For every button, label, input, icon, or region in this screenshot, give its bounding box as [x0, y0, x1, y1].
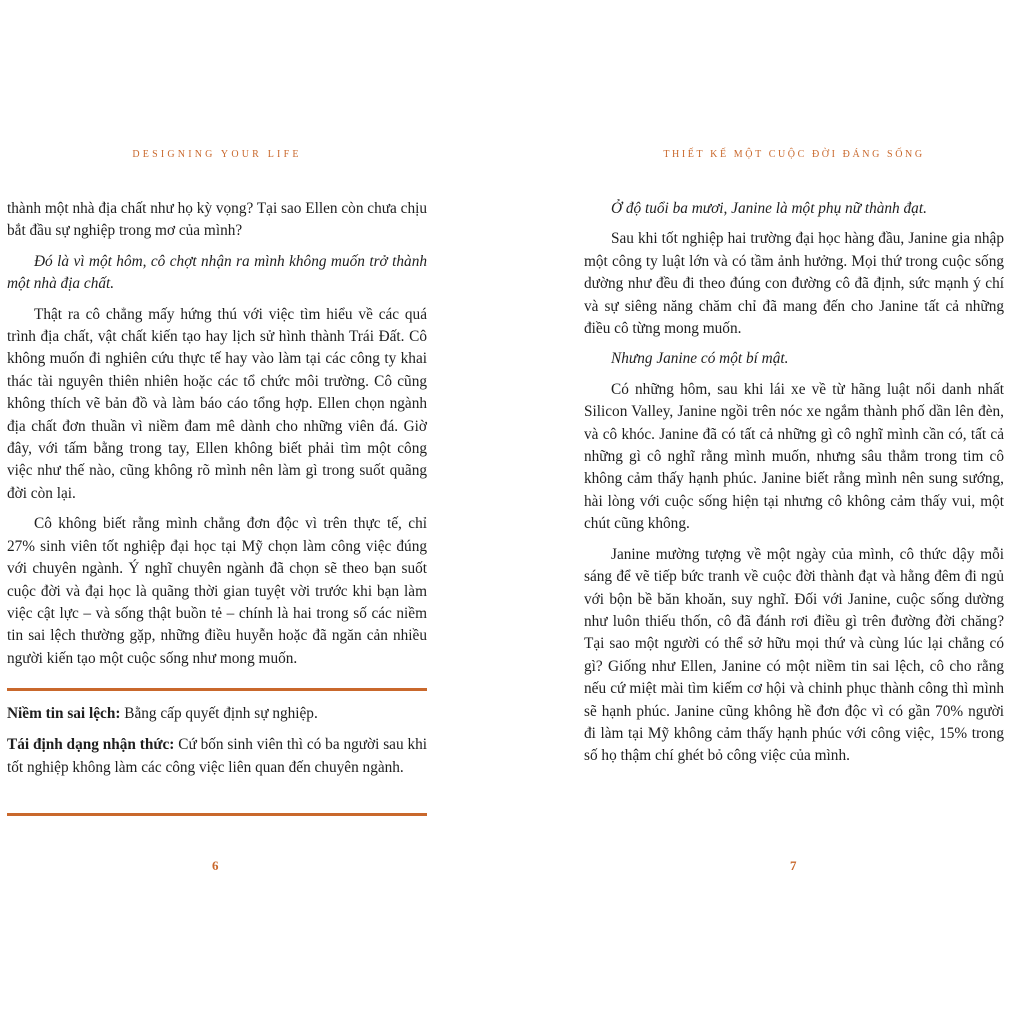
belief-text: Bằng cấp quyết định sự nghiệp. [120, 705, 318, 722]
running-head-left: DESIGNING YOUR LIFE [132, 149, 302, 160]
body-text-right [584, 198, 1004, 776]
paragraph-italic: Ở độ tuổi ba mươi, Janine là một phụ nữ thành đạt. [611, 200, 927, 217]
reframe-line [7, 734, 427, 779]
running-head-right: THIẾT KẾ MỘT CUỘC ĐỜI ĐÁNG SỐNG [663, 149, 925, 160]
page-number-right: 7 [790, 858, 797, 873]
belief-line [7, 703, 427, 725]
paragraph-italic: Nhưng Janine có một bí mật. [611, 350, 789, 368]
body-text-left [7, 198, 427, 678]
page-number-left: 6 [212, 858, 219, 873]
paragraph-italic: Đó là vì một hôm, cô chợt nhận ra mình không muốn trở thành một nhà địa chất. [7, 252, 427, 293]
callout-box [7, 688, 427, 816]
paragraph: thành một nhà địa chất như họ kỳ vọng? Tại sao Ellen còn chưa chịu bắt đầu sự nghiệp trong mơ của mình? [7, 200, 427, 240]
right-page [512, 0, 1024, 1024]
paragraph: Thật ra cô chẳng mấy hứng thú với việc tìm hiểu về các quá trình địa chất, vật chất kiến tạo hay lịch sử hình thành Trái Đất. Cô không muốn đi nghiên cứu thực tế hay vào làm tại các công ty khai thác tài nguyên thiên nhiên hoặc các tổ chức môi trường. Cô cũng không thích vẽ bản đồ và làm báo cáo tổng hợp. Ellen chọn ngành địa chất đơn thuần vì niềm đam mê dành cho những viên đá. Giờ đây, với tấm bằng trong tay, Ellen không biết phải tìm một công việc như thế nào, cũng không rõ mình nên làm gì trong suốt quãng đời còn lại. [7, 305, 427, 502]
paragraph: Cô không biết rằng mình chẳng đơn độc vì trên thực tế, chỉ 27% sinh viên tốt nghiệp đại học tại Mỹ chọn làm công việc đúng với chuyên ngành. Ý nghĩ chuyên ngành đã chọn sẽ theo bạn suốt cuộc đời và đại học là quãng thời gian tuyệt vời trước khi bạn làm việc cật lực – và sống thật buồn tẻ – chính là hai trong số các niềm tin sai lệch thường gặp, những điều huyễn hoặc đã ngăn cản nhiều người kiến tạo một cuộc sống như mong muốn. [7, 515, 427, 667]
reframe-label: Tái định dạng nhận thức: [7, 736, 175, 754]
paragraph: Janine mường tượng về một ngày của mình, cô thức dậy mỗi sáng để vẽ tiếp bức tranh về cuộc đời thành đạt và hằng đêm đi ngủ với bộn bề băn khoăn, suy nghĩ. Đối với Janine, cuộc sống dường như luôn thiếu thốn, cô đã đánh rơi điều gì trên đường đời chăng? Tại sao một người có thể sở hữu mọi thứ và cùng lúc lại chẳng có gì? Giống như Ellen, Janine có một niềm tin sai lệch, cô cho rằng nếu cứ miệt mài tìm kiếm cơ hội và chinh phục thành công thì mình sẽ hạnh phúc. Janine cũng không hề đơn độc vì có gần 70% người đi làm tại Mỹ không cảm thấy hạnh phúc với công việc, 15% trong số họ thậm chí ghét bỏ công việc của mình. [584, 545, 1004, 765]
belief-label: Niềm tin sai lệch: [7, 705, 121, 722]
reframe-text: Cứ bốn sinh viên thì có ba người sau khi tốt nghiệp không làm các công việc liên quan đến chuyên ngành. [7, 736, 428, 776]
paragraph: Có những hôm, sau khi lái xe về từ hãng luật nổi danh nhất Silicon Valley, Janine ngồi trên nóc xe ngắm thành phố dần lên đèn, và cô khóc. Janine đã có tất cả những gì cô nghĩ mình cần có, tất cả những gì cô nghĩ rằng mình muốn, nhưng sâu thẳm trong tim cô không cảm thấy hạnh phúc. Janine biết rằng mình nên sung sướng, hài lòng với cuộc sống hiện tại nhưng cô không cảm thấy vui, một chút cũng không. [584, 380, 1004, 533]
paragraph: Sau khi tốt nghiệp hai trường đại học hàng đầu, Janine gia nhập một công ty luật lớn và có tầm ảnh hưởng. Mọi thứ trong cuộc sống dường như đều đi theo đúng con đường cô đã định, sức mạnh ý chí và sự siêng năng chăm chỉ đã mang đến cho Janine tất cả những điều cô từng mong muốn. [584, 230, 1004, 338]
